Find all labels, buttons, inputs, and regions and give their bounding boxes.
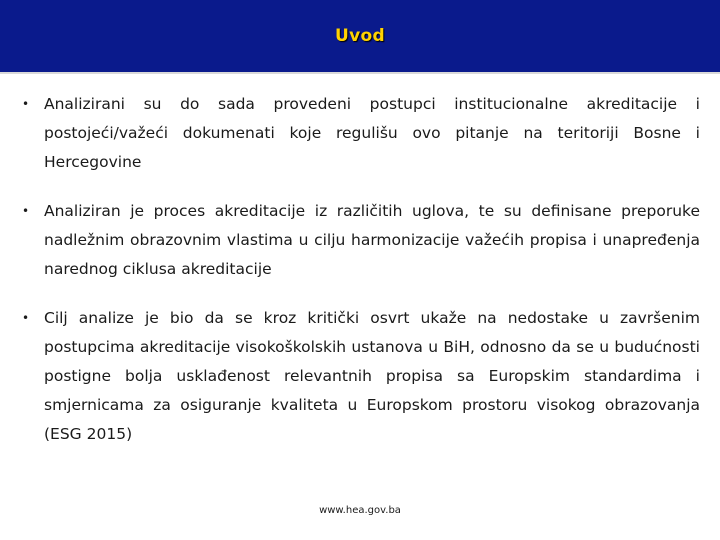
bullet-text: Cilj analize je bio da se kroz kritički osvrt ukaže na nedostake u završenim postupcima akreditacije visokoškolskih ustanova u BiH, odnosno da se u budućnosti postigne bolja usklađenost relevantnih propisa sa Europskim standardima i smjernicama za osiguranje kvaliteta u Europskom prostoru visokog obrazovanja (ESG 2015) [44,309,700,443]
bullet-item [22,197,700,284]
slide-title: Uvod [335,26,385,46]
bullet-text: Analiziran je proces akreditacije iz različitih uglova, te su definisane preporuke nadležnim obrazovnim vlastima u cilju harmonizacije važećih propisa i unapređenja narednog ciklusa akreditacije [44,202,700,278]
bullet-item [22,90,700,177]
bullet-item [22,304,700,449]
bullet-list [22,90,700,469]
bullet-icon: • [22,311,30,325]
bullet-icon: • [22,204,30,218]
title-banner [0,0,720,74]
bullet-icon: • [22,97,30,111]
bullet-text: Analizirani su do sada provedeni postupci institucionalne akreditacije i postojeći/važeći dokumenati koje regulišu ovo pitanje na teritoriji Bosne i Hercegovine [44,95,700,171]
footer-url: www.hea.gov.ba [319,505,401,516]
